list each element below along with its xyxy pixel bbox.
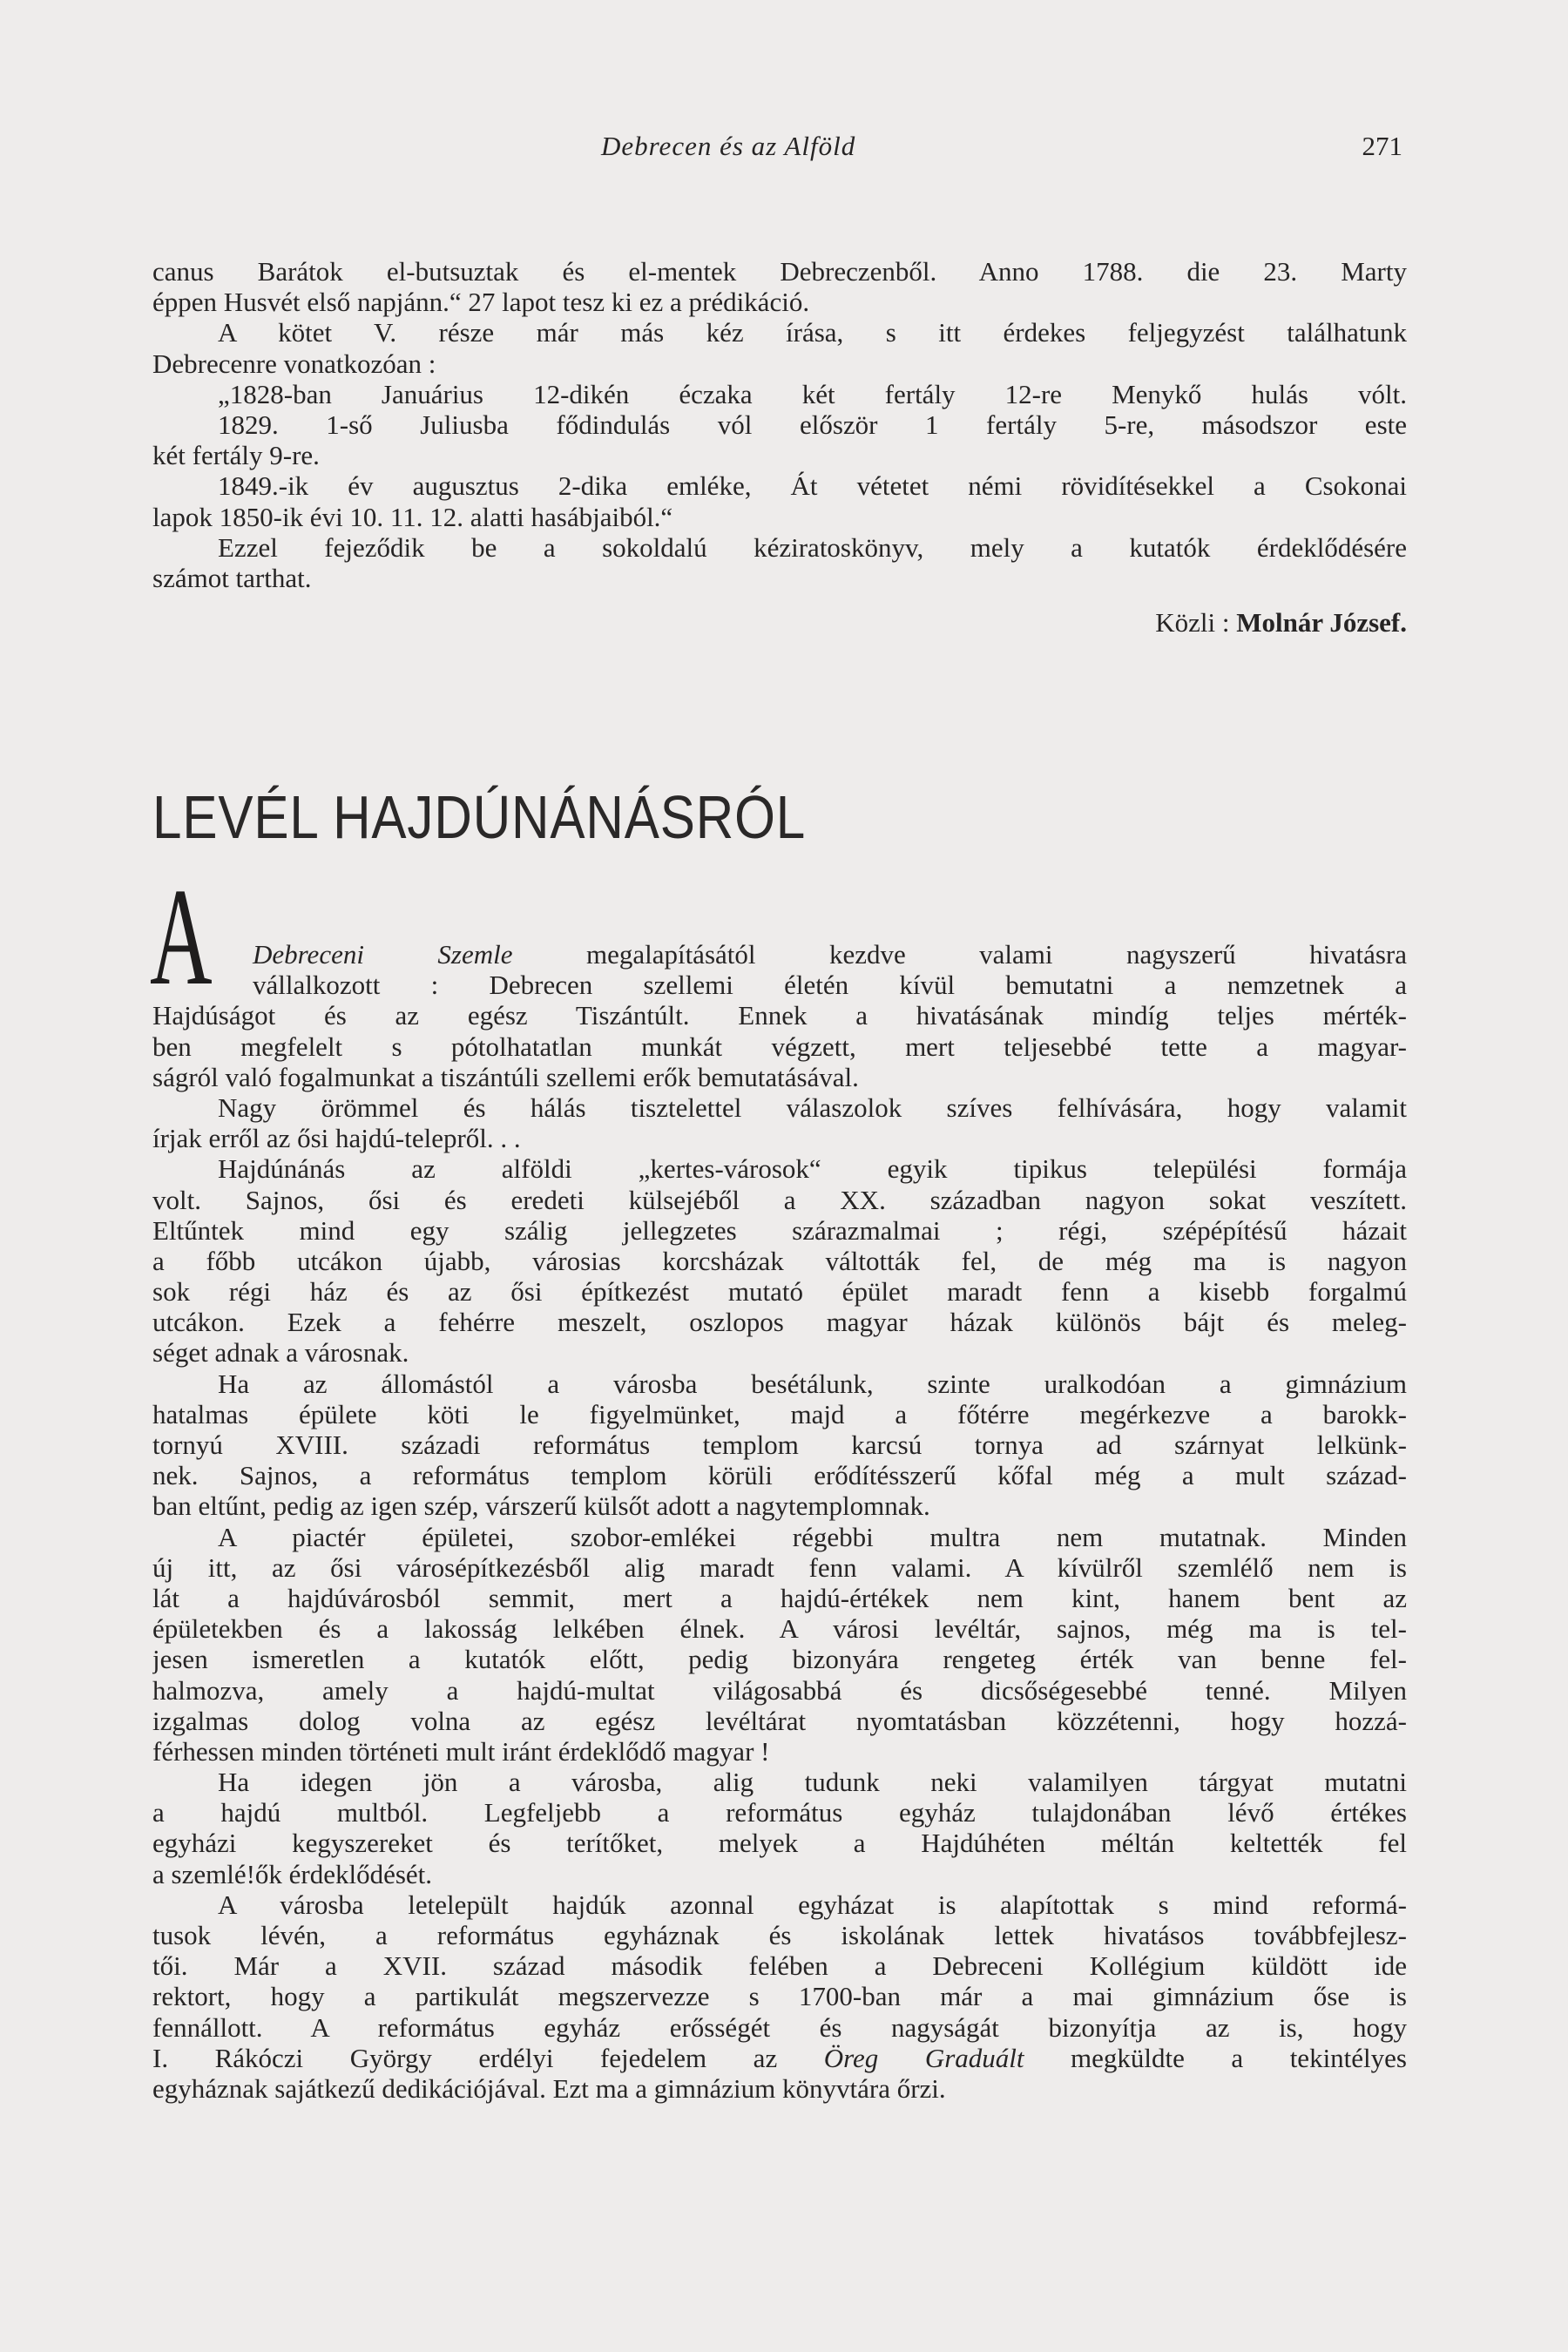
text-line (152, 1644, 1407, 1674)
italic-title: Öreg Graduált (823, 2042, 1024, 2073)
text: lát a hajdúvárosból semmit, mert a hajdú-értékek nem kint, hanem bent az (152, 1582, 1407, 1613)
text: ságról való fogalmunkat a tiszántúli szellemi erők bemutatásával. (152, 1061, 859, 1092)
text: A kötet V. része már más kéz írása, s itt érdekes feljegyzést találhatunk (218, 317, 1407, 348)
text: ben megfelelt s pótolhatatlan munkát végzett, mert teljesebbé tette a magyar- (152, 1031, 1407, 1062)
text: egyházi kegyszereket és terítőket, melyek a Hajdúhéten méltán keltették fel (152, 1828, 1407, 1859)
text: I. Rákóczi György erdélyi fejedelem az (152, 2042, 824, 2073)
text-line (152, 1828, 1407, 1858)
text-line (152, 1123, 1407, 1153)
text: éppen Husvét első napjánn.“ 27 lapot tesz ki ez a prédikáció. (152, 287, 810, 318)
text-line (152, 2043, 1407, 2073)
text-line (152, 1215, 1407, 1246)
drop-cap: A (150, 859, 213, 1014)
text: a hajdú multból. Legfeljebb a református egyház tulajdonában lévő értékes (152, 1797, 1407, 1828)
text: 1849.-ik év augusztus 2-dika emléke, Át vétetet némi rövidítésekkel a Csokonai (218, 470, 1407, 502)
signature-author: Molnár József. (1236, 607, 1407, 638)
signature-label: Közli : (1155, 607, 1230, 638)
text-line (152, 1889, 1407, 1920)
text-line (152, 1369, 1407, 1399)
text-line (152, 1337, 1407, 1368)
paragraph (152, 470, 1407, 531)
text: A piactér épületei, szobor-emlékei régebbi multra nem mutatnak. Minden (218, 1521, 1407, 1552)
paragraph (152, 256, 1407, 317)
text-line (152, 1706, 1407, 1736)
text-line (152, 1429, 1407, 1460)
paragraph (152, 939, 1407, 1092)
text: tornyú XVIII. századi református templom karcsú tornya ad szárnyat lelkünk- (152, 1429, 1407, 1460)
text: jesen ismeretlen a kutatók előtt, pedig bizonyára rengeteg érték van benne fel- (152, 1644, 1407, 1675)
text: nek. Sajnos, a református templom körüli erődítésszerű kőfal még a mult század- (152, 1460, 1407, 1491)
text: izgalmas dolog volna az egész levéltárat nyomtatásban közzétenni, hogy hozzá- (152, 1705, 1407, 1736)
signature (1155, 607, 1407, 639)
text-line (152, 287, 1407, 317)
paragraph (152, 317, 1407, 378)
text-line (152, 1950, 1407, 1981)
paragraph (152, 1522, 1407, 1767)
text: Hajdúságot és az egész Tiszántúlt. Ennek a hivatásának mindíg teljes mérték- (152, 1000, 1407, 1031)
paragraph (152, 1889, 1407, 2104)
paragraph (152, 1767, 1407, 1889)
paragraph (152, 532, 1407, 593)
text: egyháznak sajátkezű dedikációjával. Ezt ma a gimnázium könyvtára őrzi. (152, 2072, 946, 2104)
paragraph (152, 1092, 1407, 1153)
text: Hajdúnánás az alföldi „kertes-városok“ egyik tipikus települési formája (218, 1153, 1407, 1185)
text: Debrecenre vonatkozóan : (152, 348, 436, 379)
text: Ezzel fejeződik be a sokoldalú kéziratoskönyv, mely a kutatók érdeklődésére (218, 531, 1407, 563)
text-line (152, 1031, 1407, 1062)
text: épületekben és a lakosság lelkében élnek. A városi levéltár, sajnos, még ma is tel- (152, 1613, 1407, 1645)
article-body (152, 939, 1407, 2104)
text: lapok 1850-ik évi 10. 11. 12. alatti hasábjaiból.“ (152, 501, 673, 532)
italic-title: Debreceni Szemle (253, 939, 513, 970)
text: két fertály 9-re. (152, 440, 320, 471)
text-line (152, 2012, 1407, 2043)
text: 1829. 1-ső Juliusba fődindulás vól először 1 fertály 5-re, másodszor este (218, 409, 1407, 440)
text-line (152, 1185, 1407, 1215)
text-line (152, 1276, 1407, 1307)
text: tői. Már a XVII. század második felében a Debreceni Kollégium küldött ide (152, 1950, 1407, 1982)
text-line (152, 1522, 1407, 1552)
text: canus Barátok el-butsuztak és el-mentek Debreczenből. Anno 1788. die 23. Marty (152, 256, 1407, 287)
paragraph (152, 1153, 1407, 1368)
text-line (152, 1920, 1407, 1950)
text: megalapításától kezdve valami nagyszerű hivatásra (512, 939, 1407, 970)
text: a szemlé!ők érdeklődését. (152, 1858, 433, 1889)
text-line (152, 1736, 1407, 1767)
text: Ha az állomástól a városba besétálunk, szinte uralkodóan a gimnázium (218, 1368, 1407, 1399)
text: férhessen minden történeti mult iránt érdeklődő magyar ! (152, 1735, 770, 1767)
text-line (152, 348, 1407, 379)
text-line (152, 470, 1407, 501)
text: hatalmas épülete köti le figyelmünket, majd a főtérre megérkezve a barokk- (152, 1398, 1407, 1429)
text: Eltűntek mind egy szálig jellegzetes szárazmalmai ; régi, szépépítésű házait (152, 1214, 1407, 1246)
text-line (152, 502, 1407, 532)
text-line (152, 1000, 1407, 1031)
text-line (152, 379, 1407, 409)
text-line (152, 1092, 1407, 1123)
text-line (152, 256, 1407, 287)
text: utcákon. Ezek a fehérre meszelt, oszlopos magyar házak különös bájt és meleg- (152, 1307, 1407, 1338)
text: Ha idegen jön a városba, alig tudunk neki valamilyen tárgyat mutatni (218, 1767, 1407, 1798)
text-line (152, 1613, 1407, 1644)
text: A városba letelepült hajdúk azonnal egyházat is alapítottak s mind reformá- (218, 1889, 1407, 1920)
text: új itt, az ősi városépítkezésből alig maradt fenn valami. A kívülről szemlélő nem is (152, 1551, 1407, 1583)
paragraph (152, 409, 1407, 470)
running-title: Debrecen és az Alföld (601, 131, 856, 161)
text: Nagy örömmel és hálás tisztelettel válaszolok szíves felhívására, hogy valamit (218, 1092, 1407, 1123)
text-line (152, 532, 1407, 563)
text-line (152, 1767, 1407, 1797)
page-number: 271 (1362, 131, 1402, 161)
previous-article-ending (152, 256, 1407, 593)
text-line (152, 1675, 1407, 1706)
text-line (152, 1399, 1407, 1429)
paragraph (152, 1369, 1407, 1522)
text: rektort, hogy a partikulát megszervezze s 1700-ban már a mai gimnázium őse is (152, 1981, 1407, 2012)
running-header (0, 131, 1568, 166)
text: ban eltűnt, pedig az igen szép, várszerű külsőt adott a nagytemplomnak. (152, 1490, 930, 1522)
text-line (152, 1490, 1407, 1521)
text: fennállott. A református egyház erősségét és nagyságát bizonyítja az is, hogy (152, 2011, 1407, 2043)
article-title: LEVÉL HAJDÚNÁNÁSRÓL (152, 783, 807, 851)
text: halmozva, amely a hajdú-multat világosabbá és dicsőségesebbé tenné. Milyen (152, 1674, 1407, 1706)
text: a főbb utcákon újabb, városias korcsházak váltották fel, de még ma is nagyon (152, 1245, 1407, 1276)
text: tusok lévén, a református egyháznak és iskolának lettek hivatásos továbbfejlesz- (152, 1920, 1407, 1950)
text-line (152, 1583, 1407, 1613)
text: vállalkozott : Debrecen szellemi életén kívül bemutatni a nemzetnek a (253, 970, 1407, 1001)
text-line (152, 1307, 1407, 1337)
text: volt. Sajnos, ősi és eredeti külsejéből a XX. században nagyon sokat veszített. (152, 1184, 1407, 1215)
text: írjak erről az ősi hajdú-telepről. . . (152, 1123, 521, 1154)
text-line (152, 1246, 1407, 1276)
text: séget adnak a városnak. (152, 1337, 409, 1369)
text-line (152, 409, 1407, 440)
text-line (152, 1552, 1407, 1583)
text-line (152, 1981, 1407, 2011)
text: számot tarthat. (152, 562, 312, 593)
text-line (152, 1460, 1407, 1490)
text-line (152, 563, 1407, 593)
text-line (152, 1797, 1407, 1828)
text: sok régi ház és az ősi építkezést mutató épület maradt fenn a kisebb forgalmú (152, 1276, 1407, 1308)
text-line (152, 970, 1407, 1000)
text-line (152, 317, 1407, 348)
text-line (152, 1062, 1407, 1092)
text-line (152, 939, 1407, 970)
paragraph (152, 379, 1407, 409)
text: „1828-ban Januárius 12-dikén éczaka két fertály 12-re Menykő hulás vólt. (218, 378, 1407, 409)
text-line (152, 1153, 1407, 1184)
text-line (152, 1859, 1407, 1889)
text-line (152, 2073, 1407, 2104)
text-line (152, 440, 1407, 470)
text: megküldte a tekintélyes (1024, 2042, 1407, 2073)
